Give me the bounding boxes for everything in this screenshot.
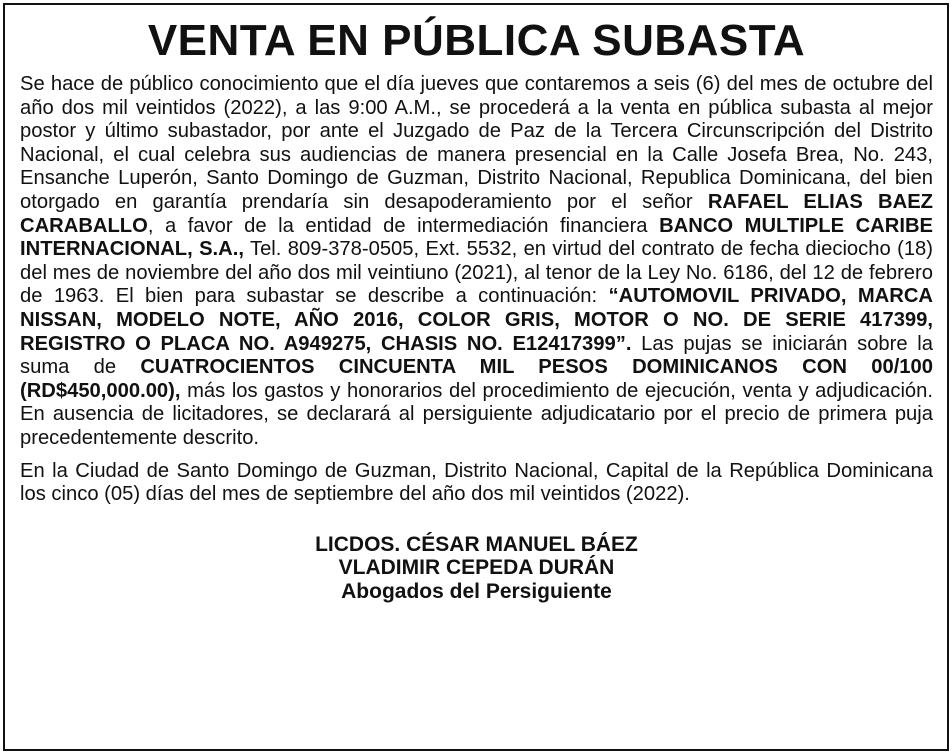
notice-title: VENTA EN PÚBLICA SUBASTA <box>147 16 806 65</box>
signature-line-lawyer-2: VLADIMIR CEPEDA DURÁN <box>338 556 615 580</box>
debtor-name: RAFAEL ELIAS BAEZ CARABALLO <box>20 190 933 237</box>
signature-block <box>20 533 933 604</box>
body-text-3: Tel. 809-378-0505, Ext. 5532, en virtud del contrato de fecha dieciocho (18) del mes de noviembre del año dos mil veintiuno (2021), al tenor de la Ley No. 6186, del 12 de febrero de 1963. El bien para subastar se describe a continuación: <box>20 238 933 308</box>
body-text-4: Las pujas se iniciarán sobre la suma de <box>20 332 933 379</box>
signature-line-role: Abogados del Persiguiente <box>341 579 612 603</box>
notice-date-paragraph: En la Ciudad de Santo Domingo de Guzman, Distrito Nacional, Capital de la República Dominicana los cinco (05) días del mes de septiembre del año dos mil veintidos (2022). <box>20 459 933 506</box>
auction-notice <box>3 3 949 751</box>
body-text-2: , a favor de la entidad de intermediación financiera <box>147 214 660 237</box>
body-text-1: Se hace de público conocimiento que el día jueves que contaremos a seis (6) del mes de octubre del año dos mil veintidos (2022), a las 9:00 A.M., se procederá a la venta en pública subasta al mejor postor y último subastador, por ante el Juzgado de Paz de la Tercera Circunscripción del Distrito Nacional, el cual celebra sus audiencias de manera presencial en la Calle Josefa Brea, No. 243, Ensanche Luperón, Santo Domingo de Guzman, Distrito Nacional, Republica Dominicana, del bien otorgado en garantía prendaría sin desapoderamiento por el señor <box>20 73 933 213</box>
body-text-5: más los gastos y honorarios del procedimiento de ejecución, venta y adjudicación. En ausencia de licitadores, se declarará al persiguiente adjudicatario por el precio de primera puja precedentemente descrito. <box>20 379 933 449</box>
bank-name: BANCO MULTIPLE CARIBE INTERNACIONAL, S.A., <box>20 214 933 261</box>
vehicle-description: “AUTOMOVIL PRIVADO, MARCA NISSAN, MODELO NOTE, AÑO 2016, COLOR GRIS, MOTOR O NO. DE SERIE 417399, REGISTRO O PLACA NO. A949275, CHASIS NO. E12417399”. <box>20 285 933 355</box>
notice-body-paragraph <box>20 73 933 451</box>
starting-bid-amount: CUATROCIENTOS CINCUENTA MIL PESOS DOMINICANOS CON 00/100 (RD$450,000.00), <box>20 356 933 402</box>
signature-line-lawyer-1: LICDOS. CÉSAR MANUEL BÁEZ <box>315 532 638 556</box>
